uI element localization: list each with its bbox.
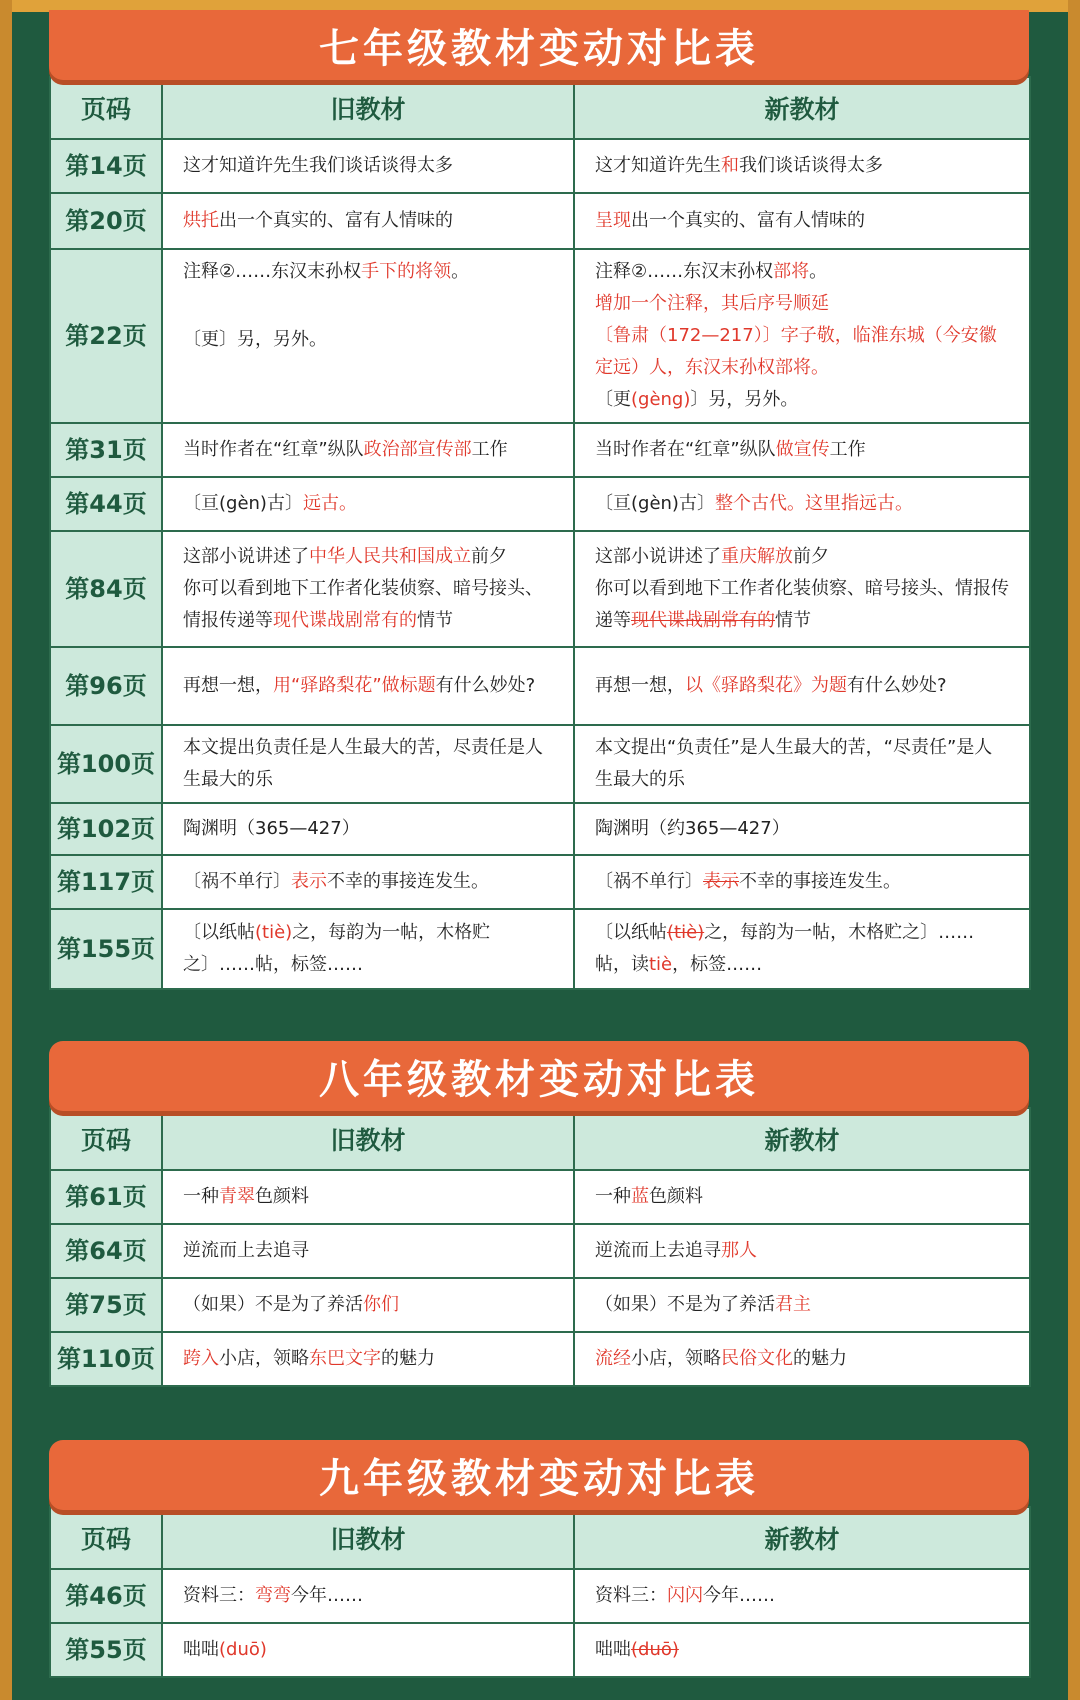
new-cell: 〔以纸帖(tiè)之，每韵为一帖，木格贮之〕……帖，读tiè，标签…… [574,909,1030,989]
new-cell: 〔祸不单行〕表示不幸的事接连发生。 [574,855,1030,909]
table-header-row [50,1507,1030,1569]
header-new: 新教材 [574,77,1030,139]
new-cell: 〔亘(gèn)古〕整个古代。这里指远古。 [574,477,1030,531]
page-cell: 第44页 [50,477,162,531]
table-row [50,1623,1030,1677]
page-cell: 第20页 [50,193,162,249]
old-cell: 本文提出负责任是人生最大的苦，尽责任是人生最大的乐 [162,725,574,803]
table-row [50,909,1030,989]
page-cell: 第75页 [50,1278,162,1332]
new-cell: 咄咄(duō) [574,1623,1030,1677]
new-cell: 一种蓝色颜料 [574,1170,1030,1224]
table-row [50,855,1030,909]
old-cell: 烘托出一个真实的、富有人情味的 [162,193,574,249]
page-cell: 第31页 [50,423,162,477]
new-cell: 再想一想，以《驿路梨花》为题有什么妙处? [574,647,1030,725]
table-row [50,647,1030,725]
table-row [50,139,1030,193]
table-row [50,1170,1030,1224]
table-row [50,477,1030,531]
old-cell: 资料三：弯弯今年…… [162,1569,574,1623]
new-cell: 流经小店，领略民俗文化的魅力 [574,1332,1030,1386]
table-row [50,249,1030,423]
new-cell: 本文提出“负责任”是人生最大的苦，“尽责任”是人生最大的乐 [574,725,1030,803]
header-old: 旧教材 [162,1108,574,1170]
table-row [50,423,1030,477]
page-cell: 第14页 [50,139,162,193]
new-cell: 这才知道许先生和我们谈话谈得太多 [574,139,1030,193]
new-cell: 注释②……东汉末孙权部将。 增加一个注释，其后序号顺延 〔鲁肃（172—217）〕字子敬，临淮东城（今安徽定远）人，东汉末孙权部将。 〔更(gèng)〕另，另外。 [574,249,1030,423]
old-cell: 再想一想，用“驿路梨花”做标题有什么妙处? [162,647,574,725]
grade9-section [49,1440,1029,1678]
table-row [50,193,1030,249]
header-new: 新教材 [574,1507,1030,1569]
grade7-title: 七年级教材变动对比表 [49,10,1029,80]
old-cell: 这部小说讲述了中华人民共和国成立前夕 你可以看到地下工作者化装侦察、暗号接头、情报传递等现代谍战剧常有的情节 [162,531,574,647]
frame-left [0,0,12,1700]
old-cell: 〔亘(gèn)古〕远古。 [162,477,574,531]
frame-right [1068,0,1080,1700]
old-cell: 咄咄(duō) [162,1623,574,1677]
header-old: 旧教材 [162,77,574,139]
table-header-row [50,1108,1030,1170]
new-cell: 陶渊明（约365—427） [574,803,1030,855]
new-cell: 资料三：闪闪今年…… [574,1569,1030,1623]
page-cell: 第110页 [50,1332,162,1386]
old-cell: 陶渊明（365—427） [162,803,574,855]
grade7-section [49,10,1029,990]
new-cell: 这部小说讲述了重庆解放前夕 你可以看到地下工作者化装侦察、暗号接头、情报传递等现代谍战剧常有的情节 [574,531,1030,647]
grade7-table [49,76,1031,990]
table-row [50,1569,1030,1623]
old-cell: （如果）不是为了养活你们 [162,1278,574,1332]
table-row [50,1332,1030,1386]
page-cell: 第61页 [50,1170,162,1224]
page-cell: 第55页 [50,1623,162,1677]
old-cell: 注释②……东汉末孙权手下的将领。 〔更〕另，另外。 [162,249,574,423]
page-cell: 第117页 [50,855,162,909]
grade8-title: 八年级教材变动对比表 [49,1041,1029,1111]
page-cell: 第46页 [50,1569,162,1623]
page-cell: 第22页 [50,249,162,423]
old-cell: 逆流而上去追寻 [162,1224,574,1278]
header-page: 页码 [50,77,162,139]
old-cell: 当时作者在“红章”纵队政治部宣传部工作 [162,423,574,477]
old-cell: 跨入小店，领略东巴文字的魅力 [162,1332,574,1386]
page-cell: 第100页 [50,725,162,803]
new-cell: 逆流而上去追寻那人 [574,1224,1030,1278]
table-row [50,1278,1030,1332]
grade9-table [49,1506,1031,1678]
page-cell: 第102页 [50,803,162,855]
page-cell: 第96页 [50,647,162,725]
old-cell: 〔祸不单行〕表示不幸的事接连发生。 [162,855,574,909]
header-new: 新教材 [574,1108,1030,1170]
page-cell: 第155页 [50,909,162,989]
old-cell: 这才知道许先生我们谈话谈得太多 [162,139,574,193]
header-old: 旧教材 [162,1507,574,1569]
grade8-table [49,1107,1031,1387]
header-page: 页码 [50,1108,162,1170]
table-row [50,725,1030,803]
new-cell: 呈现出一个真实的、富有人情味的 [574,193,1030,249]
new-cell: 当时作者在“红章”纵队做宣传工作 [574,423,1030,477]
page-cell: 第64页 [50,1224,162,1278]
table-row [50,1224,1030,1278]
grade9-title: 九年级教材变动对比表 [49,1440,1029,1510]
page-cell: 第84页 [50,531,162,647]
old-cell: 〔以纸帖(tiè)之，每韵为一帖，木格贮之〕……帖，标签…… [162,909,574,989]
grade8-section [49,1041,1029,1387]
table-row [50,803,1030,855]
header-page: 页码 [50,1507,162,1569]
new-cell: （如果）不是为了养活君主 [574,1278,1030,1332]
old-cell: 一种青翠色颜料 [162,1170,574,1224]
table-row [50,531,1030,647]
table-header-row [50,77,1030,139]
